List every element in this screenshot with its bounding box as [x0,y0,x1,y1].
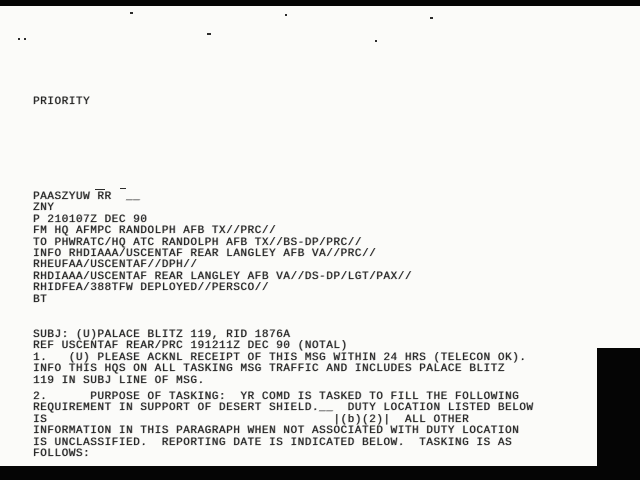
document-text-line: SUBJ: (U)PALACE BLITZ 119, RID 1876A [33,329,291,341]
scan-speck [207,33,211,35]
message-tasking-section [33,392,534,460]
document-text-line: REQUIREMENT IN SUPPORT OF DESERT SHIELD.__ DUTY LOCATION LISTED BELOW [33,402,534,415]
document-text-line: IS UNCLASSIFIED. REPORTING DATE IS INDICATED BELOW. TASKING IS AS [33,436,513,449]
precedence-label: PRIORITY [33,96,91,108]
document-text-line: RHEUFAA/USCENTAF//DPH// [33,259,198,272]
scan-speck [130,12,133,14]
scan-border-right [597,348,640,468]
document-text-line: FM HQ AFMPC RANDOLPH AFB TX//PRC// [33,225,277,238]
document-text-line: 2. PURPOSE OF TASKING: YR COMD IS TASKED TO FILL THE FOLLOWING [33,391,520,403]
scan-border-top [0,0,640,6]
document-text-line: IS |(b)(2)| ALL OTHER [33,413,470,426]
document-text-line: REF USCENTAF REAR/PRC 191211Z DEC 90 (NOTAL) [33,340,348,353]
document-text-line: INFO RHDIAAA/USCENTAF REAR LANGLEY AFB VA//PRC// [33,248,377,261]
document-text-line: TO PHWRATC/HQ ATC RANDOLPH AFB TX//BS-DP/PRC// [33,236,362,249]
document-text-line: PAASZYUW RR __ [33,191,141,203]
document-text-line: 1. (U) PLEASE ACKNL RECEIPT OF THIS MSG WITHIN 24 HRS (TELECON OK). [33,351,527,364]
document-text-line: 119 IN SUBJ LINE OF MSG. [33,374,205,387]
document-text-line: BT [33,293,48,306]
scan-speck [375,40,377,42]
message-routing-header [33,192,412,306]
scan-speck [18,38,20,40]
scan-border-bottom [0,466,640,480]
scan-speck [24,38,26,40]
scan-speck [120,188,126,189]
document-text-line: INFORMATION IN THIS PARAGRAPH WHEN NOT ASSOCIATED WITH DUTY LOCATION [33,425,520,438]
message-subject-section [33,330,526,387]
scan-speck [430,17,433,19]
document-text-line: RHIDFEA/388TFW DEPLOYED//PERSCO// [33,282,269,295]
scan-speck [285,14,287,16]
document-text-line: INFO THIS HQS ON ALL TASKING MSG TRAFFIC AND INCLUDES PALACE BLITZ [33,363,505,376]
document-text-line: P 210107Z DEC 90 [33,213,148,226]
document-text-line: RHDIAAA/USCENTAF REAR LANGLEY AFB VA//DS-DP/LGT/PAX// [33,270,413,283]
document-text-line: ZNY [33,202,55,215]
document-text-line: FOLLOWS: [33,448,91,461]
scan-speck [95,189,105,190]
